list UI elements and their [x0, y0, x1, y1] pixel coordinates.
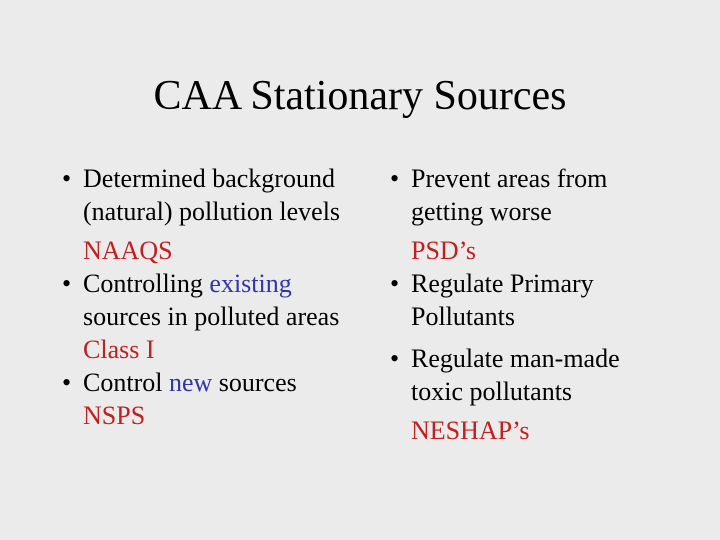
bullet-text-pre: Controlling: [83, 269, 210, 298]
bullet-line: Pollutants: [411, 302, 516, 331]
right-bullet-3: [378, 342, 713, 408]
bullet-line: Determined background: [83, 164, 335, 193]
bullet-line: Regulate man-made: [411, 344, 620, 373]
right-sub-neshap: NESHAP’s: [411, 416, 530, 445]
bullet-line: Regulate Primary: [411, 269, 594, 298]
left-bullet-3: [50, 366, 380, 399]
highlight-existing: existing: [209, 269, 292, 298]
bullet-dot-icon: •: [389, 269, 400, 298]
right-bullet-1: [378, 162, 713, 228]
left-sub-class-i: Class I: [83, 335, 155, 364]
bullet-text-pre: Control: [83, 368, 169, 397]
bullet-line: toxic pollutants: [411, 377, 573, 406]
right-column: [378, 162, 713, 447]
bullet-dot-icon: •: [389, 344, 400, 373]
bullet-text: [83, 267, 380, 333]
left-sub-naaqs: NAAQS: [83, 236, 173, 265]
bullet-dot-icon: •: [389, 164, 400, 193]
left-bullet-1: [50, 162, 380, 228]
slide-title: CAA Stationary Sources: [153, 73, 567, 119]
left-bullet-2: [50, 267, 380, 333]
highlight-new: new: [168, 368, 213, 397]
bullet-line: (natural) pollution levels: [83, 197, 341, 226]
left-sub-nsps: NSPS: [83, 401, 146, 430]
bullet-line: getting worse: [411, 197, 552, 226]
bullet-text-post: sources: [212, 368, 297, 397]
bullet-dot-icon: •: [61, 269, 72, 298]
bullet-dot-icon: •: [61, 368, 72, 397]
bullet-line: Prevent areas from: [411, 164, 608, 193]
right-sub-psd: PSD’s: [411, 236, 477, 265]
bullet-text: [83, 366, 380, 399]
bullet-text: [411, 342, 713, 408]
left-column: [50, 162, 380, 432]
bullet-line: sources in polluted areas: [83, 302, 340, 331]
right-bullet-2: [378, 267, 713, 333]
bullet-text: [411, 267, 713, 333]
bullet-text: [83, 162, 380, 228]
bullet-text: [411, 162, 713, 228]
bullet-dot-icon: •: [61, 164, 72, 193]
